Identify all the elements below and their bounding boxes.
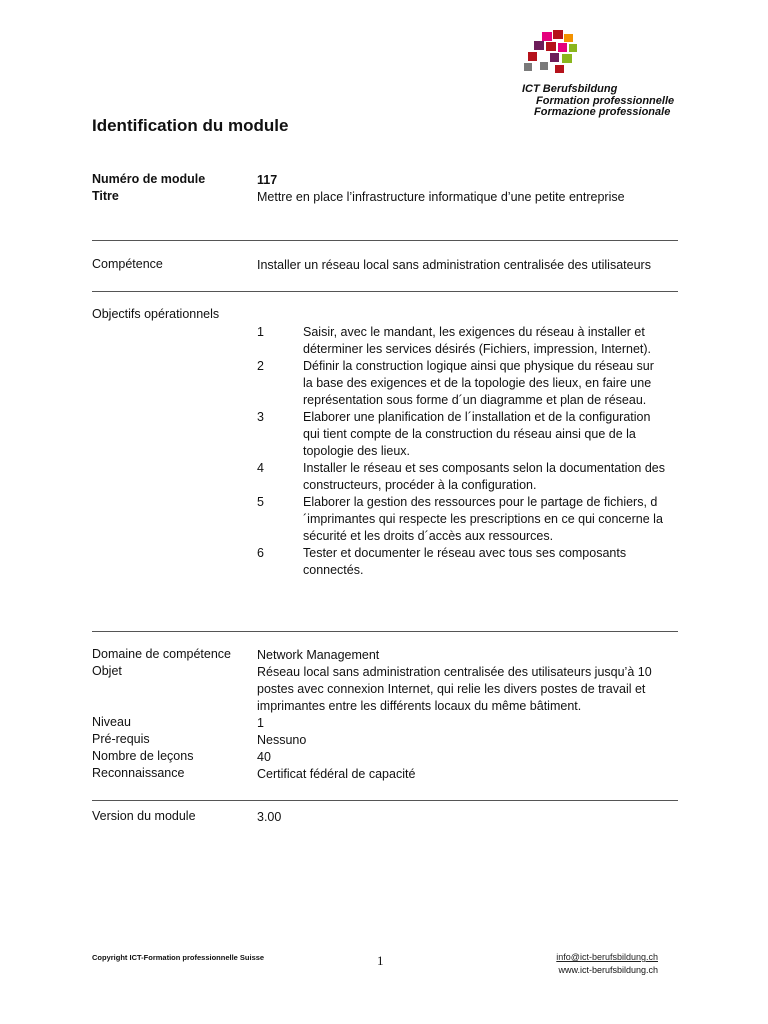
level-label: Niveau (92, 715, 131, 729)
level-value: 1 (257, 716, 264, 730)
objective-item (257, 409, 667, 460)
objective-item (257, 545, 667, 579)
recognition-value: Certificat fédéral de capacité (257, 767, 416, 781)
logo-line-3: Formazione professionale (534, 106, 671, 118)
version-value: 3.00 (257, 810, 282, 824)
objective-number: 3 (257, 410, 264, 424)
objective-text: Définir la construction logique ainsi que physique du réseau sur la base des exigences et de la topologie des lieux, en faire une représentation sous forme d´un diagramme et plan de réseau. (303, 359, 654, 407)
objective-text: Tester et documenter le réseau avec tous ses composants connectés. (303, 546, 627, 577)
object-label: Objet (92, 664, 122, 678)
footer-contact (556, 951, 658, 977)
domain-label: Domaine de compétence (92, 647, 231, 661)
prereq-value: Nessuno (257, 733, 307, 747)
prereq-label: Pré-requis (92, 732, 150, 746)
objective-text: Elaborer la gestion des ressources pour le partage de fichiers, d´imprimantes qui respecte les prescriptions en ce qui concerne la sécurité et les droits d´accès aux ressources. (303, 495, 663, 543)
objectives-label: Objectifs opérationnels (92, 307, 220, 321)
objective-text: Installer le réseau et ses composants selon la documentation des constructeurs, procéder à la configuration. (303, 461, 666, 492)
footer-copyright: Copyright ICT-Formation professionnelle Suisse (92, 953, 265, 962)
ict-logo-text (522, 84, 674, 119)
objective-item (257, 460, 667, 494)
lessons-value: 40 (257, 750, 271, 764)
recognition-label: Reconnaissance (92, 766, 185, 780)
competence-label: Compétence (92, 257, 163, 271)
objective-item (257, 324, 667, 358)
version-label: Version du module (92, 809, 196, 823)
objective-number: 4 (257, 461, 264, 475)
page-number: 1 (377, 953, 384, 968)
module-title-value: Mettre en place l’infrastructure informatique d’une petite entreprise (257, 190, 625, 204)
module-title-label: Titre (92, 189, 119, 203)
objective-text: Elaborer une planification de l´installation et de la configuration qui tient compte de la construction du réseau ainsi que de la topologie des lieux. (303, 410, 651, 458)
logo-line-2: Formation professionnelle (536, 94, 675, 107)
objective-item (257, 494, 667, 545)
module-number-label: Numéro de module (92, 172, 206, 186)
lessons-label: Nombre de leçons (92, 749, 194, 763)
logo-line-1: ICT Berufsbildung (522, 83, 618, 95)
divider (92, 631, 678, 632)
objective-text: Saisir, avec le mandant, les exigences du réseau à installer et déterminer les services désirés (Fichiers, impression, Internet). (303, 325, 652, 356)
objective-number: 6 (257, 546, 264, 560)
page-title: Identification du module (92, 116, 289, 135)
footer-website-link[interactable]: www.ict-berufsbildung.ch (558, 965, 658, 975)
module-number-value: 117 (257, 173, 278, 187)
ict-logo (520, 30, 680, 120)
footer-email-link[interactable]: info@ict-berufsbildung.ch (556, 952, 658, 962)
objective-number: 2 (257, 359, 264, 373)
divider (92, 800, 678, 801)
ict-logo-mark-icon (520, 30, 580, 80)
objective-number: 1 (257, 325, 264, 339)
divider (92, 291, 678, 292)
objectives-list (257, 324, 667, 579)
object-value: Réseau local sans administration centralisée des utilisateurs jusqu’à 10 postes avec connexion Internet, qui relie les divers postes de travail et imprimantes entre les différents locaux du même bâtiment. (257, 665, 652, 713)
objective-item (257, 358, 667, 409)
competence-value: Installer un réseau local sans administration centralisée des utilisateurs (257, 258, 651, 272)
divider (92, 240, 678, 241)
objective-number: 5 (257, 495, 264, 509)
domain-value: Network Management (257, 648, 380, 662)
